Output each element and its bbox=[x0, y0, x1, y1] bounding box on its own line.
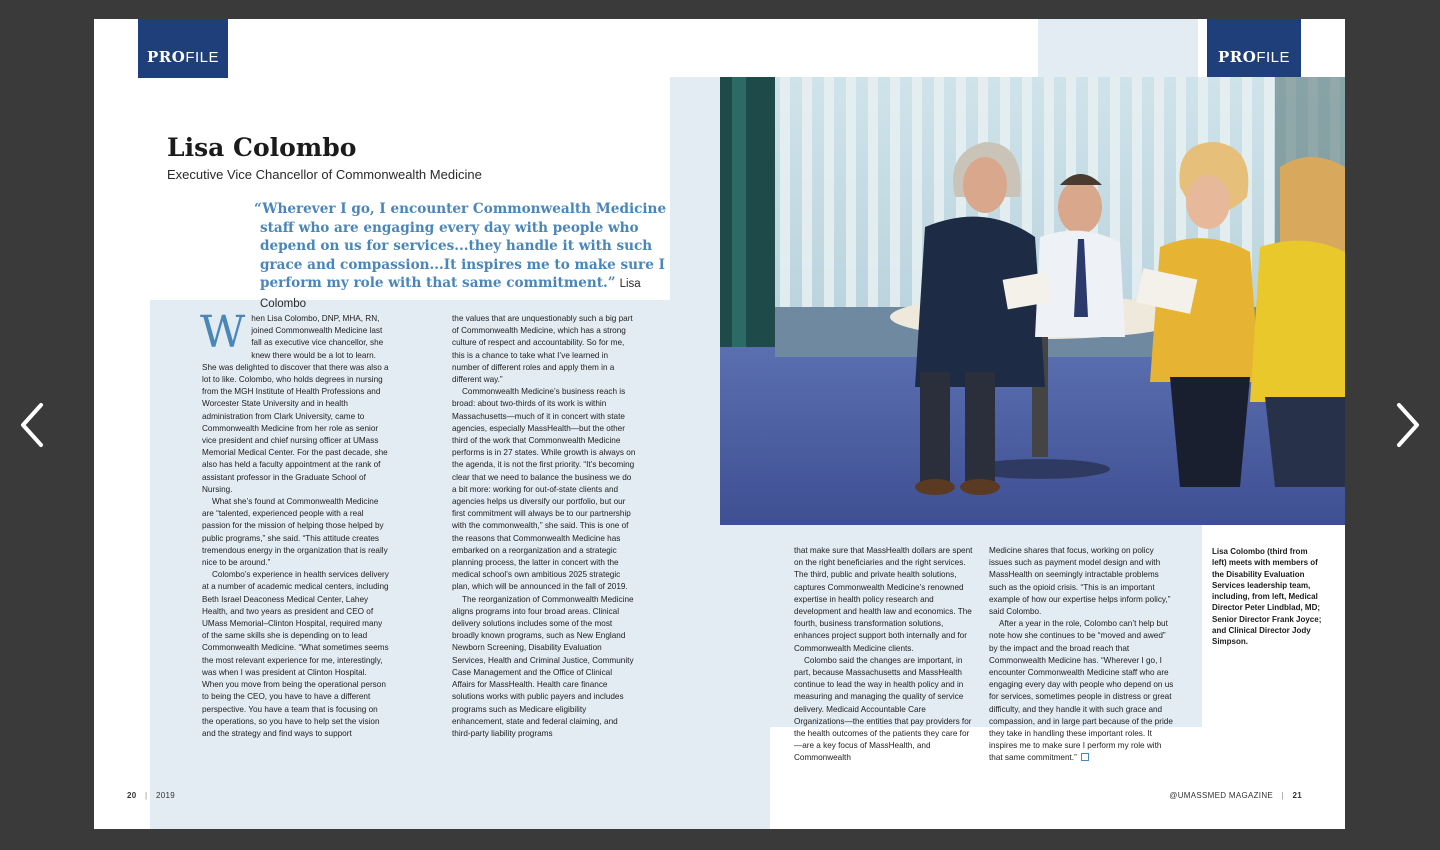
chevron-right-icon bbox=[1395, 401, 1421, 449]
paragraph bbox=[200, 307, 390, 496]
paragraph-text: After a year in the role, Colombo can’t help but note how she continues to be “moved and awed” by the impact and the broad reach that Commonwealth Medicine has. “Wherever I go, I encounter Commonwealth Medicine staff who are engaging every day with people who depend on us for services, sometimes people in distress or great difficulty, and they handle it with such grace and compassion, and in large part because of the pride they take in handling these important roles. It inspires me to make sure I perform my role with that same commitment.” bbox=[989, 619, 1174, 763]
section-tab-left bbox=[138, 19, 228, 78]
article-column-2 bbox=[452, 313, 636, 740]
folio-left bbox=[127, 791, 175, 800]
paragraph: Medicine shares that focus, working on policy issues such as payment model design and with MassHealth on seemingly intractable problems such as the opioid crisis. “This is an important example of how our expertise helps inform policy,” said Colombo. bbox=[989, 546, 1171, 617]
article-subtitle: Executive Vice Chancellor of Commonwealth Medicine bbox=[167, 167, 482, 182]
previous-page-button[interactable] bbox=[12, 395, 52, 455]
folio-separator: | bbox=[145, 791, 148, 800]
page-number-left: 20 bbox=[127, 791, 137, 800]
tab-right-rest: FILE bbox=[1256, 49, 1290, 66]
top-right-panel bbox=[1038, 19, 1198, 77]
paragraph bbox=[989, 618, 1175, 764]
page-number-right: 21 bbox=[1292, 791, 1302, 800]
drop-cap: W bbox=[200, 307, 246, 358]
tab-left-rest: FILE bbox=[185, 49, 219, 66]
paragraph: Colombo said the changes are important, in part, because Massachusetts and MassHealth continue to lead the way in health policy and in measuring and managing the quality of service delivery. Medicaid Accountable Care Organizations—the entities that pay providers for the health outcomes of the patients they care for—are a key focus of MassHealth, and Commonwealth bbox=[794, 655, 972, 763]
pull-quote-line bbox=[254, 274, 674, 313]
pull-quote-line: depend on us for services...they handle it with such bbox=[260, 238, 653, 254]
article-column-3 bbox=[794, 545, 974, 765]
pull-quote-line: staff who are engaging every day with people who bbox=[260, 219, 639, 236]
paragraph: Colombo’s experience in health services delivery at a number of academic medical centers, including Beth Israel Deaconess Medical Center, Lahey Health, and two years as president and CEO of UMass Memorial–Clinton Hospital, required many of the same skills she is depending on to lead Commonwealth Medicine. “What sometimes seems the most relevant experience for me, interestingly, was when I was president at Clinton Hospital. When you move from being the operational person to being the CEO, you have to have a different perspective. You have a team that is focusing on the operations, so you have to help set the vision and the strategy and find ways to support bbox=[202, 570, 389, 738]
paragraph: Commonwealth Medicine’s business reach is broad: about two-thirds of its work is within Massachusetts—much of it in concert with state agencies, especially MassHealth—but the other third of the work that Commonwealth Medicine performs is in 27 states. While growth is always on the agenda, it is not the first priority. “It’s becoming clear that we need to balance the business we do a bit more: working for out-of-state clients and agencies helps us diversify our portfolio, but our first commitment will always be to our partnership with the commonwealth,” she said. This is one of the reasons that Commonwealth Medicine has embarked on a reorganization and a strategic planning process, the latter in concert with the medical school’s own ambitious 2025 strategic plan, which will be announced in the fall of 2019. bbox=[452, 387, 636, 592]
issue-year: 2019 bbox=[155, 791, 175, 800]
pull-quote-attribution: Lisa Colombo bbox=[260, 278, 641, 310]
paragraph: What she’s found at Commonwealth Medicine are “talented, experienced people with a real passion for the mission of helping those helped by public programs,” she said. “This attitude creates tremendous energy in the organization that is really nice to be around.” bbox=[202, 497, 388, 568]
tab-left-bold: PRO bbox=[147, 48, 186, 66]
paragraph: The reorganization of Commonwealth Medicine aligns programs into four broad areas. Clinical delivery solutions includes some of the most broadly known programs, such as New England Newborn Screening, Disability Evaluation Services, Health and Criminal Justice, Community Case Management and the Office of Clinical Affairs for MassHealth. Health care finance solutions works with public payers and includes programs such as Medicare eligibility enhancement, state and federal claiming, and third-party liability programs bbox=[452, 594, 634, 738]
end-mark-icon bbox=[1081, 753, 1089, 761]
pull-quote-last: perform my role with that same commitment.” bbox=[260, 275, 616, 291]
paragraph: the values that are unquestionably such a big part of Commonwealth Medicine, which has a strong culture of respect and accountability. So for me, this is a chance to take what I’ve learned in number of different roles and apply them in a different way.” bbox=[452, 314, 633, 385]
pull-quote-line: grace and compassion...It inspires me to make sure I bbox=[260, 256, 665, 273]
next-page-button[interactable] bbox=[1388, 395, 1428, 455]
pull-quote bbox=[254, 200, 674, 313]
publication-name: @UMASSMED MAGAZINE bbox=[1169, 791, 1274, 800]
tab-right-bold: PRO bbox=[1218, 48, 1257, 66]
pull-quote-line: “Wherever I go, I encounter Commonwealth Medicine bbox=[254, 201, 667, 217]
section-tab-right bbox=[1207, 19, 1301, 78]
meeting-photo bbox=[720, 77, 1345, 525]
photo-caption: Lisa Colombo (third from left) meets with members of the Disability Evaluation Services leadership team, including, from left, Medical Director Peter Lindblad, MD; Senior Director Frank Joyce; and Clinical Director Jody Simpson. bbox=[1212, 547, 1322, 647]
folio-separator: | bbox=[1281, 791, 1284, 800]
photo-side-panel bbox=[670, 77, 720, 727]
paragraph-text: hen Lisa Colombo, DNP, MHA, RN, joined Commonwealth Medicine last fall as executive vice chancellor, she knew there would be a lot to learn. She was delighted to discover that there was also a lot to like. Colombo, who holds degrees in nursing from the MGH Institute of Health Professions and Worcester State University and in health administration from Clark University, came to Commonwealth Medicine from her role as senior vice president and chief nursing officer at UMass Memorial Medical Center. For the past decade, she also has held a faculty appointment at the rank of assistant professor in the Graduate School of Nursing. bbox=[202, 314, 389, 494]
magazine-spread bbox=[94, 19, 1345, 829]
article-title: Lisa Colombo bbox=[167, 133, 357, 162]
meeting-photo-illustration bbox=[720, 77, 1345, 525]
article-column-4 bbox=[989, 545, 1175, 765]
paragraph: that make sure that MassHealth dollars are spent on the right beneficiaries and the right services. The third, public and private health solutions, captures Commonwealth Medicine’s renowned expertise in health policy research and development and health law and economics. The fourth, business transformation solutions, enhances project support both internally and for Commonwealth Medicine clients. bbox=[794, 546, 973, 653]
folio-right bbox=[1169, 791, 1302, 800]
chevron-left-icon bbox=[19, 401, 45, 449]
article-column-1 bbox=[200, 307, 390, 740]
